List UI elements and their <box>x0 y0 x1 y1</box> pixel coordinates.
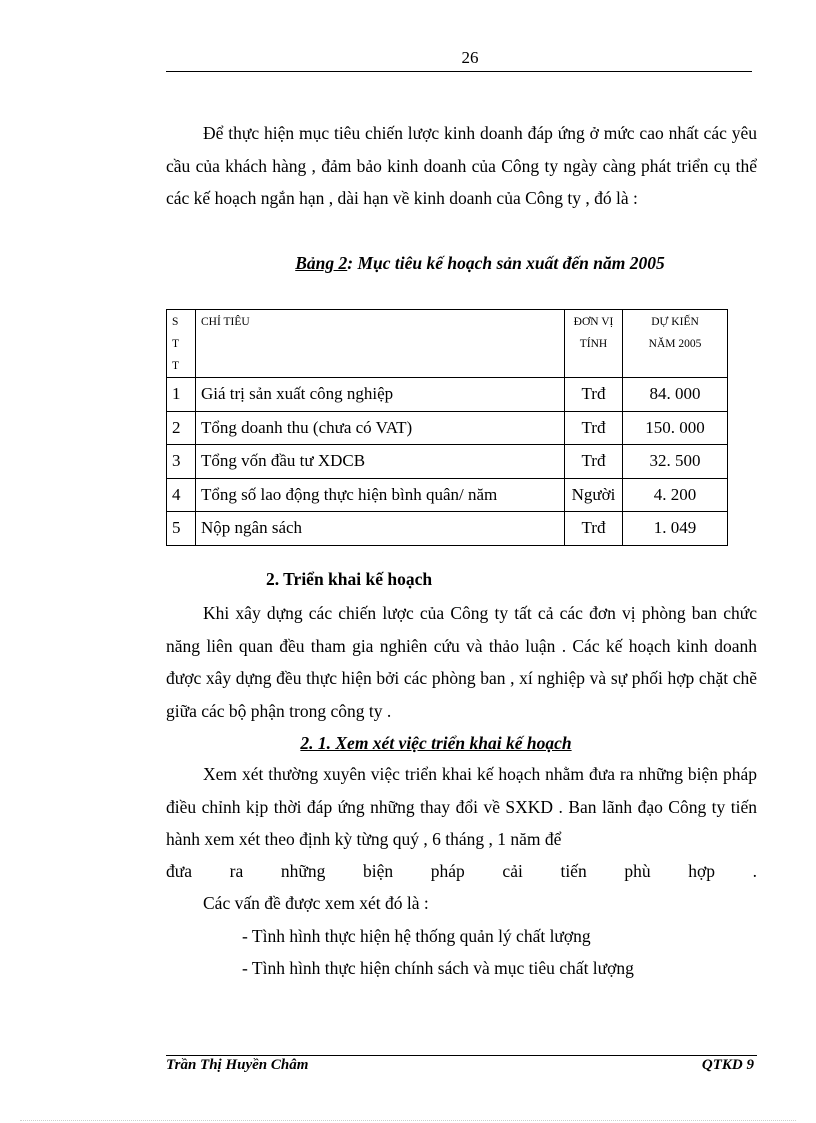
row-value: 4. 200 <box>623 478 728 512</box>
row-indicator: Nộp ngân sách <box>196 512 565 546</box>
bullet-item: - Tình hình thực hiện chính sách và mục tiêu chất lượng <box>242 958 634 978</box>
row-value: 32. 500 <box>623 445 728 479</box>
row-indicator: Giá trị sản xuất công nghiệp <box>196 378 565 412</box>
table-row <box>167 512 728 546</box>
row-value: 1. 049 <box>623 512 728 546</box>
footer-class-code: QTKD 9 <box>701 1057 754 1073</box>
page-number: 26 <box>461 48 479 67</box>
table-title-text: : Mục tiêu kế hoạch sản xuất đến năm 2005 <box>347 253 665 273</box>
header-indicator: CHỈ TIÊU <box>196 310 565 378</box>
row-value: 84. 000 <box>623 378 728 412</box>
row-indicator: Tổng doanh thu (chưa có VAT) <box>196 411 565 445</box>
row-unit: Người <box>565 478 623 512</box>
table-row <box>167 411 728 445</box>
row-stt: 4 <box>167 478 196 512</box>
row-unit: Trđ <box>565 411 623 445</box>
issues-intro: Các vấn đề được xem xét đó là : <box>203 893 429 913</box>
header-unit: ĐƠN VỊ TÍNH <box>565 310 623 378</box>
row-unit: Trđ <box>565 378 623 412</box>
table-title-lead: Bảng 2 <box>295 253 348 273</box>
footer-author: Trần Thị Huyền Châm <box>166 1057 309 1073</box>
subsection-heading: 2. 1. Xem xét việc triển khai kế hoạch <box>300 733 572 753</box>
row-indicator: Tổng vốn đầu tư XDCB <box>196 445 565 479</box>
section-2-paragraph: Khi xây dựng các chiến lược của Công ty tất cả các đơn vị phòng ban chức năng liên quan đều tham gia nghiên cứu và thảo luận . Các kế hoạch kinh doanh được xây dựng đều thực hiện bởi các phòng ban , xí nghiệp và sự phối hợp chặt chẽ giữa các bộ phận trong công ty . <box>166 603 757 721</box>
footer-rule <box>166 1055 757 1056</box>
header-target: DỰ KIẾN NĂM 2005 <box>623 310 728 378</box>
page-edge-divider <box>20 1120 796 1121</box>
section-2-1-paragraph: Xem xét thường xuyên việc triển khai kế hoạch nhằm đưa ra những biện pháp điều chỉnh kịp thời đáp ứng những thay đổi về SXKD . Ban lãnh đạo Công ty tiến hành xem xét theo định kỳ từng quý , 6 tháng , 1 năm để <box>166 764 757 849</box>
plan-table <box>166 309 728 546</box>
row-value: 150. 000 <box>623 411 728 445</box>
row-indicator: Tổng số lao động thực hiện bình quân/ năm <box>196 478 565 512</box>
header-rule <box>166 71 752 72</box>
row-stt: 5 <box>167 512 196 546</box>
row-unit: Trđ <box>565 445 623 479</box>
row-stt: 2 <box>167 411 196 445</box>
table-header-row <box>167 310 728 378</box>
row-stt: 3 <box>167 445 196 479</box>
intro-paragraph: Để thực hiện mục tiêu chiến lược kinh doanh đáp ứng ở mức cao nhất các yêu cầu của khách hàng , đảm bảo kinh doanh của Công ty ngày càng phát triển cụ thể các kế hoạch ngắn hạn , dài hạn về kinh doanh của Công ty , đó là : <box>166 123 757 208</box>
section-heading: 2. Triển khai kế hoạch <box>266 569 433 589</box>
table-row <box>167 378 728 412</box>
bullet-item: - Tình hình thực hiện hệ thống quản lý chất lượng <box>242 926 591 946</box>
table-title <box>0 253 816 274</box>
table-row <box>167 478 728 512</box>
table-row <box>167 445 728 479</box>
row-unit: Trđ <box>565 512 623 546</box>
justified-last-line: đưa ra những biện pháp cải tiến phù hợp . <box>166 861 757 881</box>
row-stt: 1 <box>167 378 196 412</box>
header-stt: S T T <box>167 310 196 378</box>
